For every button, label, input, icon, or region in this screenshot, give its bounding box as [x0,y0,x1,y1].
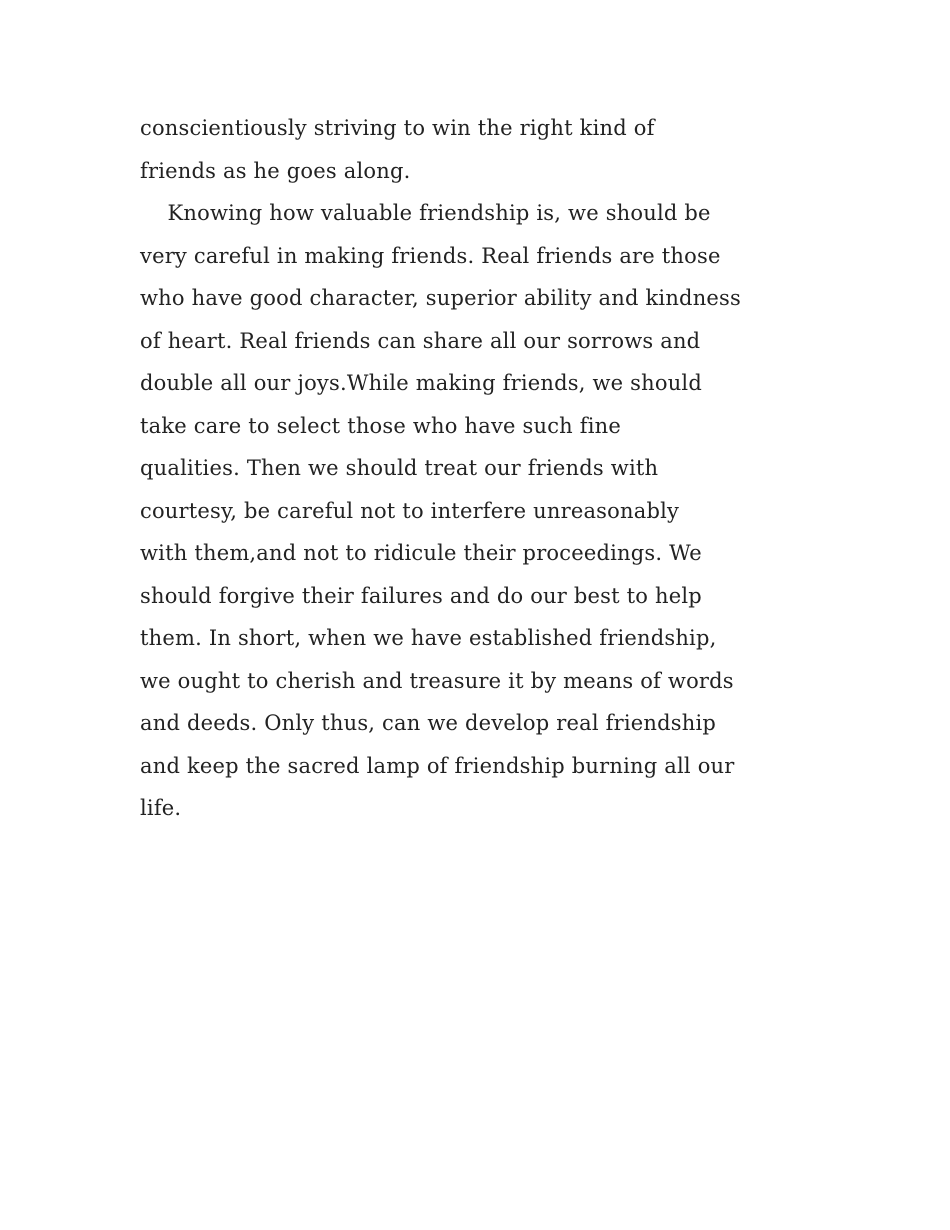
text-line: them. In short, when we have established friendship, [140,626,717,650]
text-line: should forgive their failures and do our best to help [140,583,702,608]
text-line: courtesy, be careful not to interfere unreasonably [140,498,680,523]
text-line: double all our joys.While making friends, we should [140,371,702,395]
text-line: take care to select those who have such fine [140,413,622,438]
text-line: of heart. Real friends can share all our sorrows and [140,328,701,353]
text-line: and keep the sacred lamp of friendship burning all our [140,753,735,778]
document-body [140,107,840,830]
text-line: and deeds. Only thus, can we develop real friendship [140,711,717,735]
text-line: who have good character, superior ability and kindness [140,286,742,310]
text-line: with them,and not to ridicule their proceedings. We [140,541,702,565]
text-line: friends as he goes along. [140,158,411,183]
text-line: conscientiously striving to win the right kind of [140,116,655,140]
text-line: qualities. Then we should treat our friends with [140,456,659,480]
text-line: very careful in making friends. Real friends are those [140,243,721,268]
text-line: Knowing how valuable friendship is, we should be [140,201,711,225]
text-line: we ought to cherish and treasure it by means of words [140,668,734,693]
text-line: life. [140,796,182,820]
